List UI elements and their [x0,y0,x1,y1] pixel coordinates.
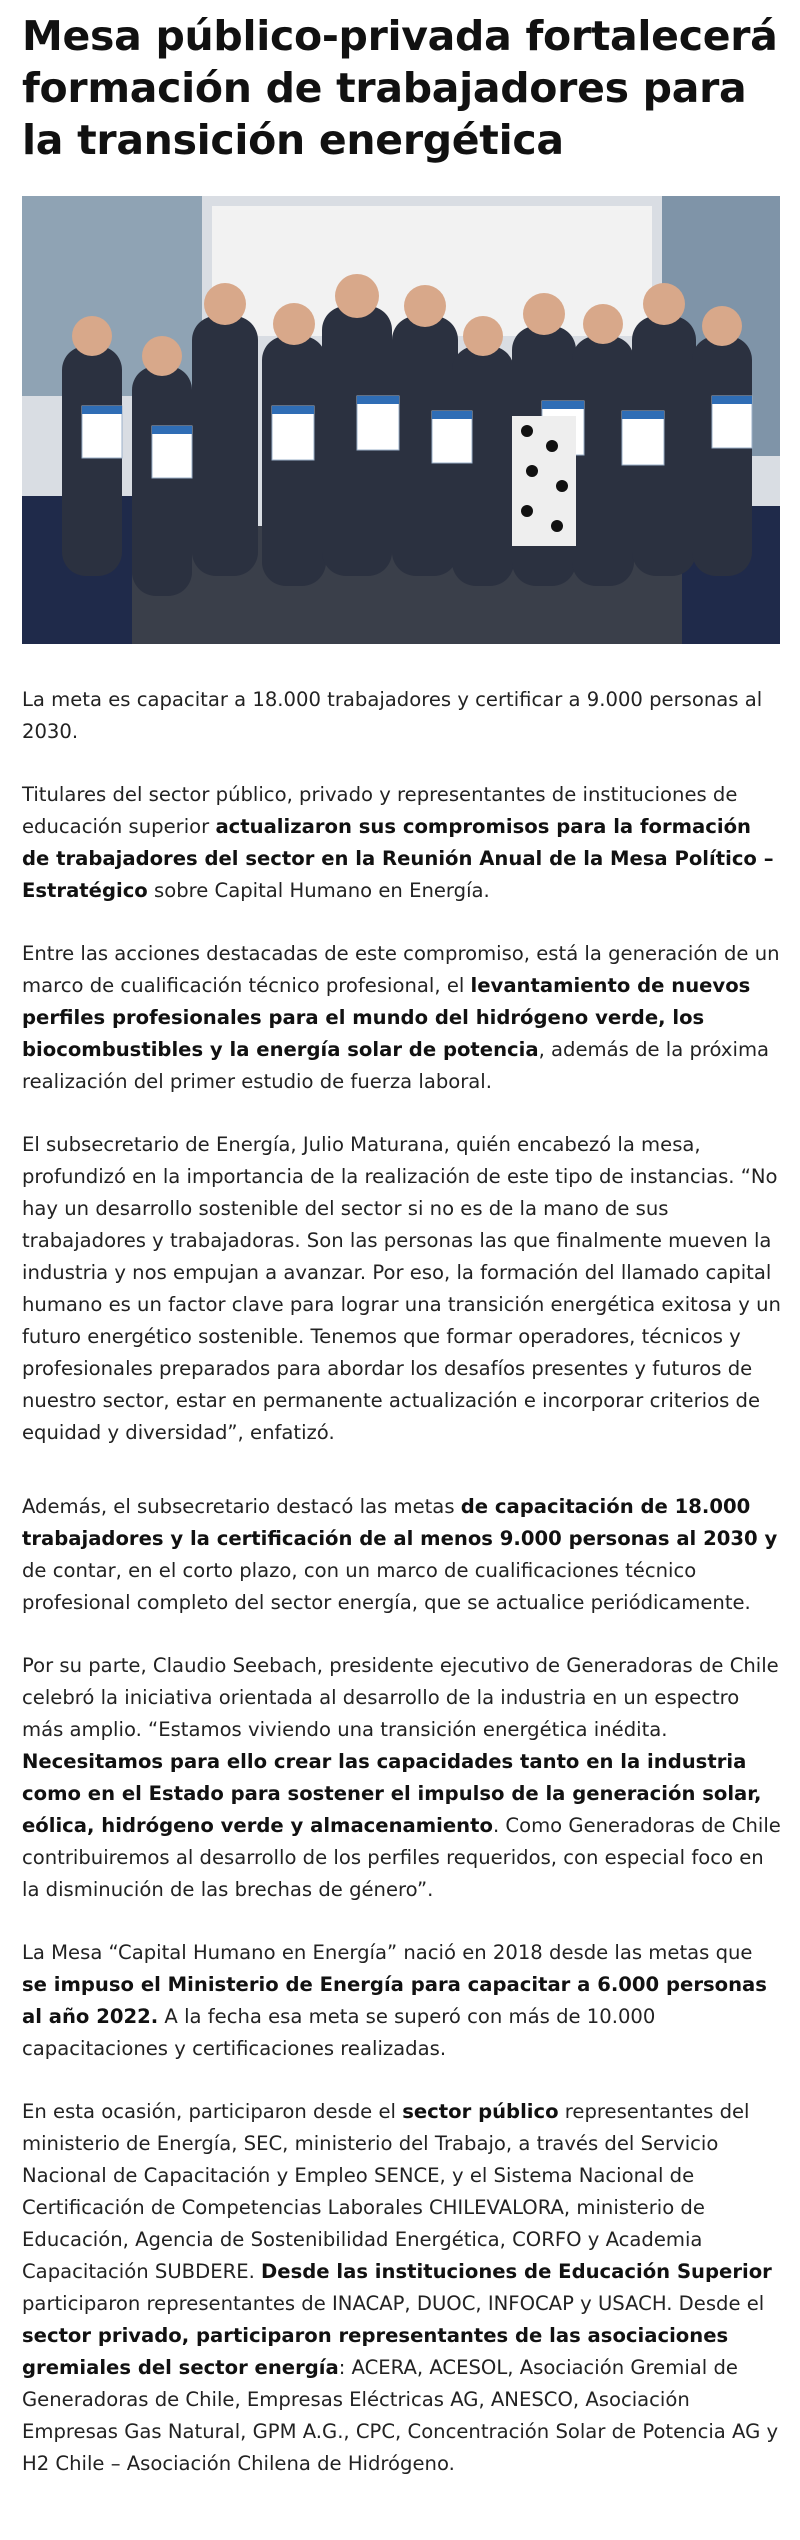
paragraph-text: . Como Generadoras de Chile contribuiremos al desarrollo de los perfiles requeridos, con especial foco en la disminución de las brechas de género”. [22,1814,781,1901]
paragraph-text: Entre las acciones destacadas de este compromiso, está la generación de un marco de cualificación técnico profesional, el [22,942,780,997]
paragraph-text: Además, el subsecretario destacó las metas [22,1495,461,1518]
paragraph-text: El subsecretario de Energía, Julio Maturana, quién encabezó la mesa, profundizó en la importancia de la realización de este tipo de instancias. “No hay un desarrollo sostenible del sector si no es de la mano de sus trabajadores y trabajadoras. Son las personas las que finalmente mueven la industria y nos empujan a avanzar. Por eso, la formación del llamado capital humano es un factor clave para lograr una transición energética exitosa y un futuro energético sostenible. Tenemos que formar operadores, técnicos y profesionales preparados para abordar los desafíos presentes y futuros de nuestro sector, estar en permanente actualización e incorporar criterios de equidad y diversidad”, enfatizó. [22,1133,781,1444]
article-body [22,684,782,2480]
paragraph-text: Por su parte, Claudio Seebach, presidente ejecutivo de Generadoras de Chile celebró la iniciativa orientada al desarrollo de la industria en un espectro más amplio. “Estamos viviendo una transición energética inédita. [22,1654,779,1741]
paragraph-text: representantes del ministerio de Energía, SEC, ministerio del Trabajo, a través del Servicio Nacional de Capacitación y Empleo SENCE, y el Sistema Nacional de Certificación de Competencias Laborales CHILEVALORA, ministerio de Educación, Agencia de Sostenibilidad Energética, CORFO y Academia Capacitación SUBDERE. [22,2100,750,2283]
group-photo [22,196,780,644]
paragraph [22,1129,782,1449]
article [22,10,782,2480]
paragraph [22,1650,782,1906]
paragraph-text: participaron representantes de INACAP, DUOC, INFOCAP y USACH. Desde el [22,2292,765,2315]
bold-text: Desde las instituciones de Educación Superior [261,2260,772,2283]
bold-text: actualizaron sus compromisos para la formación de trabajadores del sector en la Reunión Anual de la Mesa Político – Estratégico [22,815,774,902]
paragraph-text: Titulares del sector público, privado y representantes de instituciones de educación superior [22,783,738,838]
group-photo-illustration [22,196,780,644]
paragraph [22,1491,782,1619]
article-title: Mesa público-privada fortalecerá formación de trabajadores para la transición energética [22,12,778,164]
paragraph-text: de contar, en el corto plazo, con un marco de cualificaciones técnico profesional completo del sector energía, que se actualice periódicamente. [22,1559,751,1614]
paragraph [22,779,782,907]
paragraph-text: La Mesa “Capital Humano en Energía” nació en 2018 desde las metas que [22,1941,753,1964]
bold-text: levantamiento de nuevos perfiles profesionales para el mundo del hidrógeno verde, los biocombustibles y la energía solar de potencia [22,974,751,1061]
bold-text: sector privado, participaron representantes de las asociaciones gremiales del sector energía [22,2324,729,2379]
paragraph-text: , además de la próxima realización del primer estudio de fuerza laboral. [22,1038,770,1093]
paragraph-text: A la fecha esa meta se superó con más de 10.000 capacitaciones y certificaciones realizadas. [22,2005,656,2060]
paragraph-text: sobre Capital Humano en Energía. [147,879,490,902]
bold-text: Necesitamos para ello crear las capacidades tanto en la industria como en el Estado para sostener el impulso de la generación solar, eólica, hidrógeno verde y almacenamiento [22,1750,762,1837]
paragraph [22,1937,782,2065]
bold-text: se impuso el Ministerio de Energía para capacitar a 6.000 personas al año 2022. [22,1973,767,2028]
bold-text: sector público [402,2100,559,2123]
paragraph-text: La meta es capacitar a 18.000 trabajadores y certificar a 9.000 personas al 2030. [22,688,763,743]
bold-text: de capacitación de 18.000 trabajadores y la certificación de al menos 9.000 personas al 2030 y [22,1495,778,1550]
paragraph-text: : ACERA, ACESOL, Asociación Gremial de Generadoras de Chile, Empresas Eléctricas AG, ANESCO, Asociación Empresas Gas Natural, GPM A.G., CPC, Concentración Solar de Potencia AG y H2 Chile – Asociación Chilena de Hidrógeno. [22,2356,779,2475]
paragraph [22,684,782,748]
paragraph [22,2096,782,2480]
paragraph-text: En esta ocasión, participaron desde el [22,2100,403,2123]
paragraph [22,938,782,1098]
